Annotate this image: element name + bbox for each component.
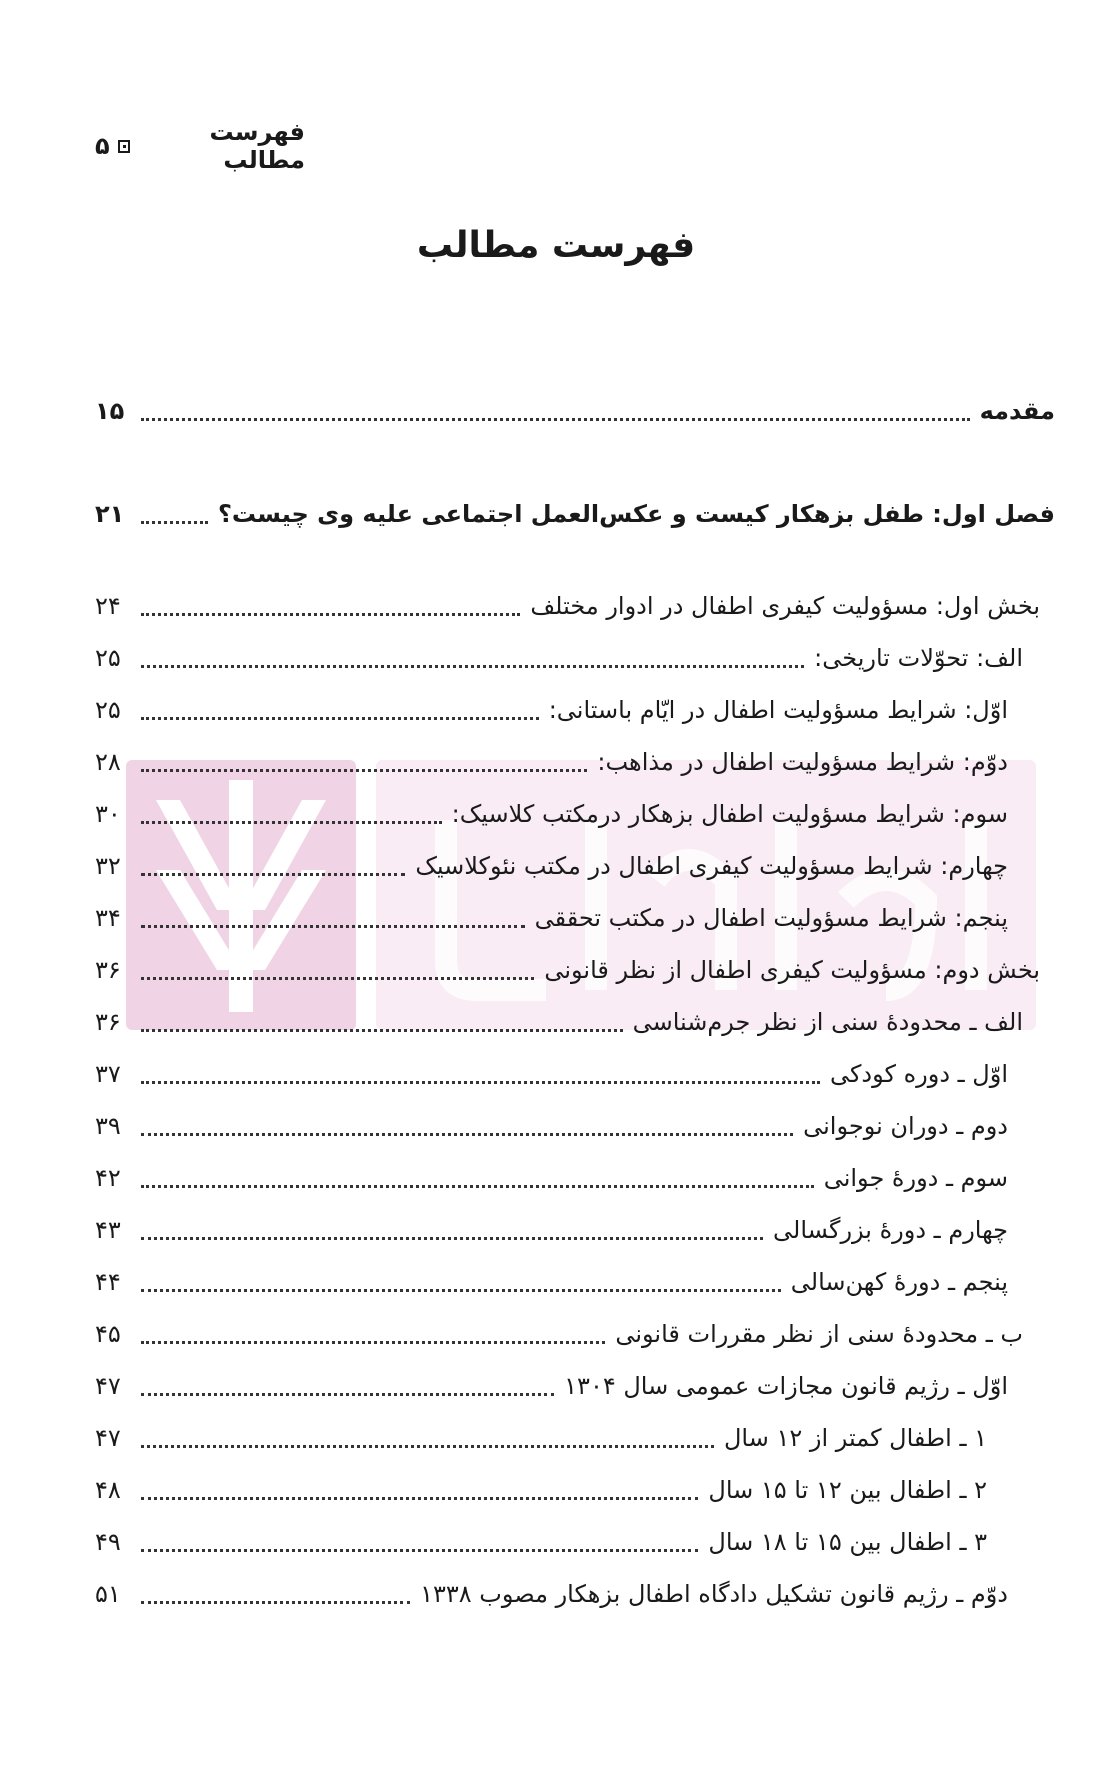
- toc-entry[interactable]: [95, 996, 1055, 1048]
- toc-entry[interactable]: [95, 1308, 1055, 1360]
- toc-entry-title: الف: تحوّلات تاریخی:: [814, 644, 1023, 672]
- dot-leader: [141, 1497, 698, 1500]
- toc-entry-page: ۴۷: [95, 1372, 121, 1400]
- toc-entry[interactable]: [95, 1516, 1055, 1568]
- toc-entry-title: اوّل ـ رژیم قانون مجازات عمومی سال ۱۳۰۴: [564, 1372, 1008, 1400]
- toc-entry-page: ۲۵: [95, 696, 121, 724]
- dot-leader: [141, 1549, 698, 1552]
- toc-entry-page: ۴۸: [95, 1476, 121, 1504]
- dot-leader: [141, 769, 587, 772]
- toc-entry-page: ۳۰: [95, 800, 121, 828]
- toc-entry[interactable]: [95, 1152, 1055, 1204]
- toc-entry-page: ۳۲: [95, 852, 121, 880]
- toc-entry-page: ۲۴: [95, 592, 121, 620]
- dot-leader: [141, 1185, 814, 1188]
- toc-entry-page: ۳۹: [95, 1112, 121, 1140]
- toc-entry-title: ۲ ـ اطفال بین ۱۲ تا ۱۵ سال: [708, 1476, 987, 1504]
- page-number: ۵: [95, 132, 110, 160]
- page-title: فهرست مطالب: [416, 225, 696, 266]
- toc-entry[interactable]: [95, 736, 1055, 788]
- toc-entry-title: ۱ ـ اطفال کمتر از ۱۲ سال: [723, 1424, 987, 1452]
- toc-entry-page: ۵۱: [95, 1580, 121, 1608]
- dot-leader: [141, 418, 970, 421]
- square-bullet-icon: [118, 140, 130, 153]
- toc-entry[interactable]: [95, 580, 1055, 632]
- toc-entry-title: اوّل: شرایط مسؤولیت اطفال در ایّام باستانی:: [548, 696, 1008, 724]
- toc-entry[interactable]: [95, 1568, 1055, 1620]
- toc-entry[interactable]: [95, 488, 1055, 540]
- toc-entry[interactable]: [95, 892, 1055, 944]
- toc-entry-page: ۴۴: [95, 1268, 121, 1296]
- toc-entry-title: دوم ـ دوران نوجوانی: [803, 1112, 1008, 1140]
- toc-entry-page: ۲۸: [95, 748, 121, 776]
- toc-entry-title: اوّل ـ دوره کودکی: [830, 1060, 1008, 1088]
- toc-entry-title: سوم ـ دورهٔ جوانی: [823, 1164, 1008, 1192]
- toc-entry[interactable]: [95, 1100, 1055, 1152]
- dot-leader: [141, 665, 804, 668]
- dot-leader: [141, 1445, 714, 1448]
- dot-leader: [141, 1029, 623, 1032]
- toc-entry[interactable]: [95, 1048, 1055, 1100]
- toc-entry-page: ۴۵: [95, 1320, 121, 1348]
- toc-entry-page: ۳۶: [95, 956, 121, 984]
- dot-leader: [141, 1237, 763, 1240]
- dot-leader: [141, 821, 442, 824]
- dot-leader: [141, 1289, 781, 1292]
- toc-entry-page: ۴۹: [95, 1528, 121, 1556]
- dot-leader: [141, 1393, 554, 1396]
- toc-entry-title: فصل اول: طفل بزهکار کیست و عکس‌العمل اجتماعی علیه وی چیست؟: [217, 500, 1055, 528]
- toc-entry-title: دوّم: شرایط مسؤولیت اطفال در مذاهب:: [597, 748, 1008, 776]
- toc-entry[interactable]: [95, 1464, 1055, 1516]
- toc-entry[interactable]: [95, 632, 1055, 684]
- toc-entry-title: مقدمه: [979, 397, 1055, 425]
- running-header-title: فهرست مطالب: [209, 118, 305, 174]
- toc-entry[interactable]: [95, 944, 1055, 996]
- toc-entry-title: الف ـ محدودهٔ سنی از نظر جرم‌شناسی: [632, 1008, 1023, 1036]
- toc-entry-page: ۴۷: [95, 1424, 121, 1452]
- toc-entry[interactable]: [95, 385, 1055, 437]
- toc-entry[interactable]: [95, 840, 1055, 892]
- toc-entry-title: ب ـ محدودهٔ سنی از نظر مقررات قانونی: [615, 1320, 1023, 1348]
- toc-entry-page: ۱۵: [95, 397, 125, 425]
- dot-leader: [141, 873, 405, 876]
- toc-entry[interactable]: [95, 1360, 1055, 1412]
- dot-leader: [141, 1601, 410, 1604]
- toc-entry-title: پنجم ـ دورهٔ کهن‌سالی: [790, 1268, 1008, 1296]
- running-header: [95, 118, 305, 174]
- dot-leader: [141, 1341, 605, 1344]
- dot-leader: [141, 521, 208, 524]
- toc-entry[interactable]: [95, 1204, 1055, 1256]
- toc-entry-title: ۳ ـ اطفال بین ۱۵ تا ۱۸ سال: [708, 1528, 987, 1556]
- toc-entry-page: ۴۳: [95, 1216, 121, 1244]
- toc-entry[interactable]: [95, 1256, 1055, 1308]
- dot-leader: [141, 1081, 820, 1084]
- toc-entry-page: ۲۱: [95, 500, 125, 528]
- toc-entry-page: ۳۴: [95, 904, 121, 932]
- toc-entry-title: پنجم: شرایط مسؤولیت اطفال در مکتب تحققی: [534, 904, 1008, 932]
- dot-leader: [141, 977, 534, 980]
- dot-leader: [141, 613, 520, 616]
- dot-leader: [141, 1133, 793, 1136]
- dot-leader: [141, 925, 525, 928]
- toc-entry[interactable]: [95, 788, 1055, 840]
- toc-entry-title: بخش دوم: مسؤولیت کیفری اطفال از نظر قانونی: [544, 956, 1040, 984]
- toc-entry-title: دوّم ـ رژیم قانون تشکیل دادگاه اطفال بزهکار مصوب ۱۳۳۸: [420, 1580, 1008, 1608]
- toc-entry-title: بخش اول: مسؤولیت کیفری اطفال در ادوار مختلف: [530, 592, 1040, 620]
- dot-leader: [141, 717, 539, 720]
- toc-entry-page: ۳۷: [95, 1060, 121, 1088]
- toc-entry-title: سوم: شرایط مسؤولیت اطفال بزهکار درمکتب کلاسیک:: [451, 800, 1008, 828]
- toc-entry-page: ۲۵: [95, 644, 121, 672]
- toc-entry[interactable]: [95, 684, 1055, 736]
- toc-entry-title: چهارم ـ دورهٔ بزرگسالی: [773, 1216, 1008, 1244]
- toc-entry-page: ۴۲: [95, 1164, 121, 1192]
- toc-entry[interactable]: [95, 1412, 1055, 1464]
- toc-entry-page: ۳۶: [95, 1008, 121, 1036]
- toc-entry-title: چهارم: شرایط مسؤولیت کیفری اطفال در مکتب نئوکلاسیک: [415, 852, 1008, 880]
